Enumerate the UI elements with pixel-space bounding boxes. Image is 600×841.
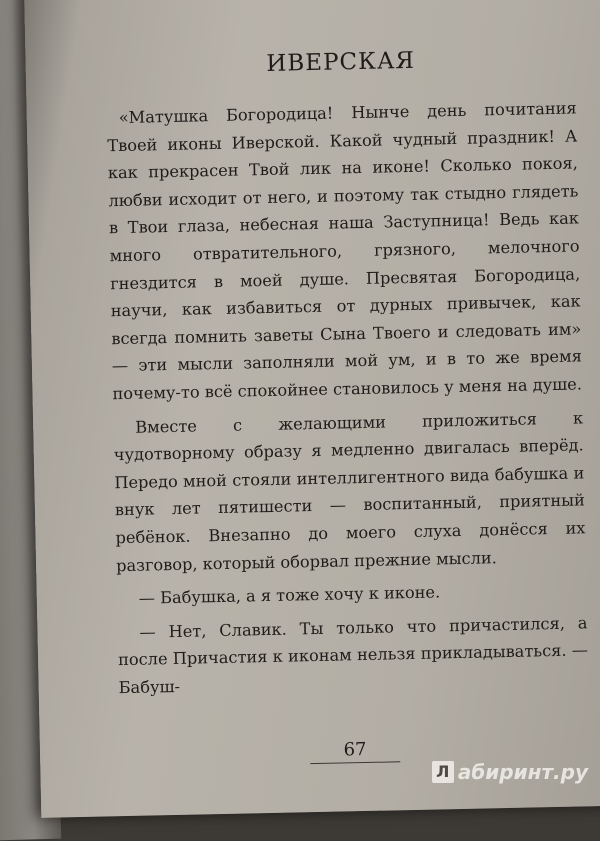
book-page	[24, 0, 600, 818]
page-content	[105, 44, 589, 761]
chapter-title: ИВЕРСКАЯ	[266, 47, 416, 77]
dialogue-line-boy: — Бабушка, а я тоже хочу к иконе.	[138, 582, 441, 608]
page-number-rule	[310, 761, 400, 764]
paragraph-narrative: Вместе с желающими приложиться к чудотворному образу я медленно двигалась вперёд. Передо мной стояли интеллигентного вида бабушка и внук лет пятишести — воспитанный, приятный ребёнок. Внезапно до моего слуха донёсся их разговор, который оборвал прежние мысли.	[113, 407, 586, 575]
labirint-watermark	[432, 760, 588, 784]
watermark-text: абиринт.ру	[457, 760, 588, 784]
page-number-text: 67	[343, 738, 367, 761]
paragraph-prayer: «Матушка Богородица! Нынче день почитания Твоей иконы Иверской. Какой чудный праздник! А как прекрасен Твой лик на иконе! Сколько покоя, любви исходит от него, и поэтому так стыдно глядеть в Твои глаза, небесная наша Заступница! Ведь как много отвратительного, грязного, мелочного гнездится в моей душе. Пресвятая Богородица, научи, как избавиться от дурных привычек, как всегда помнить заветы Сына Твоего и следовать им» — эти мысли заполняли мой ум, и в то же время почему-то всё спокойнее становилось у меня на душе.	[107, 98, 583, 404]
labirint-logo-icon: Л	[432, 761, 454, 783]
body-text	[106, 94, 588, 701]
dialogue-line-grandmother: — Нет, Славик. Ты только что причастился, а после Причастия к иконам нельзя прикладываться. — Бабуш-	[117, 613, 589, 698]
